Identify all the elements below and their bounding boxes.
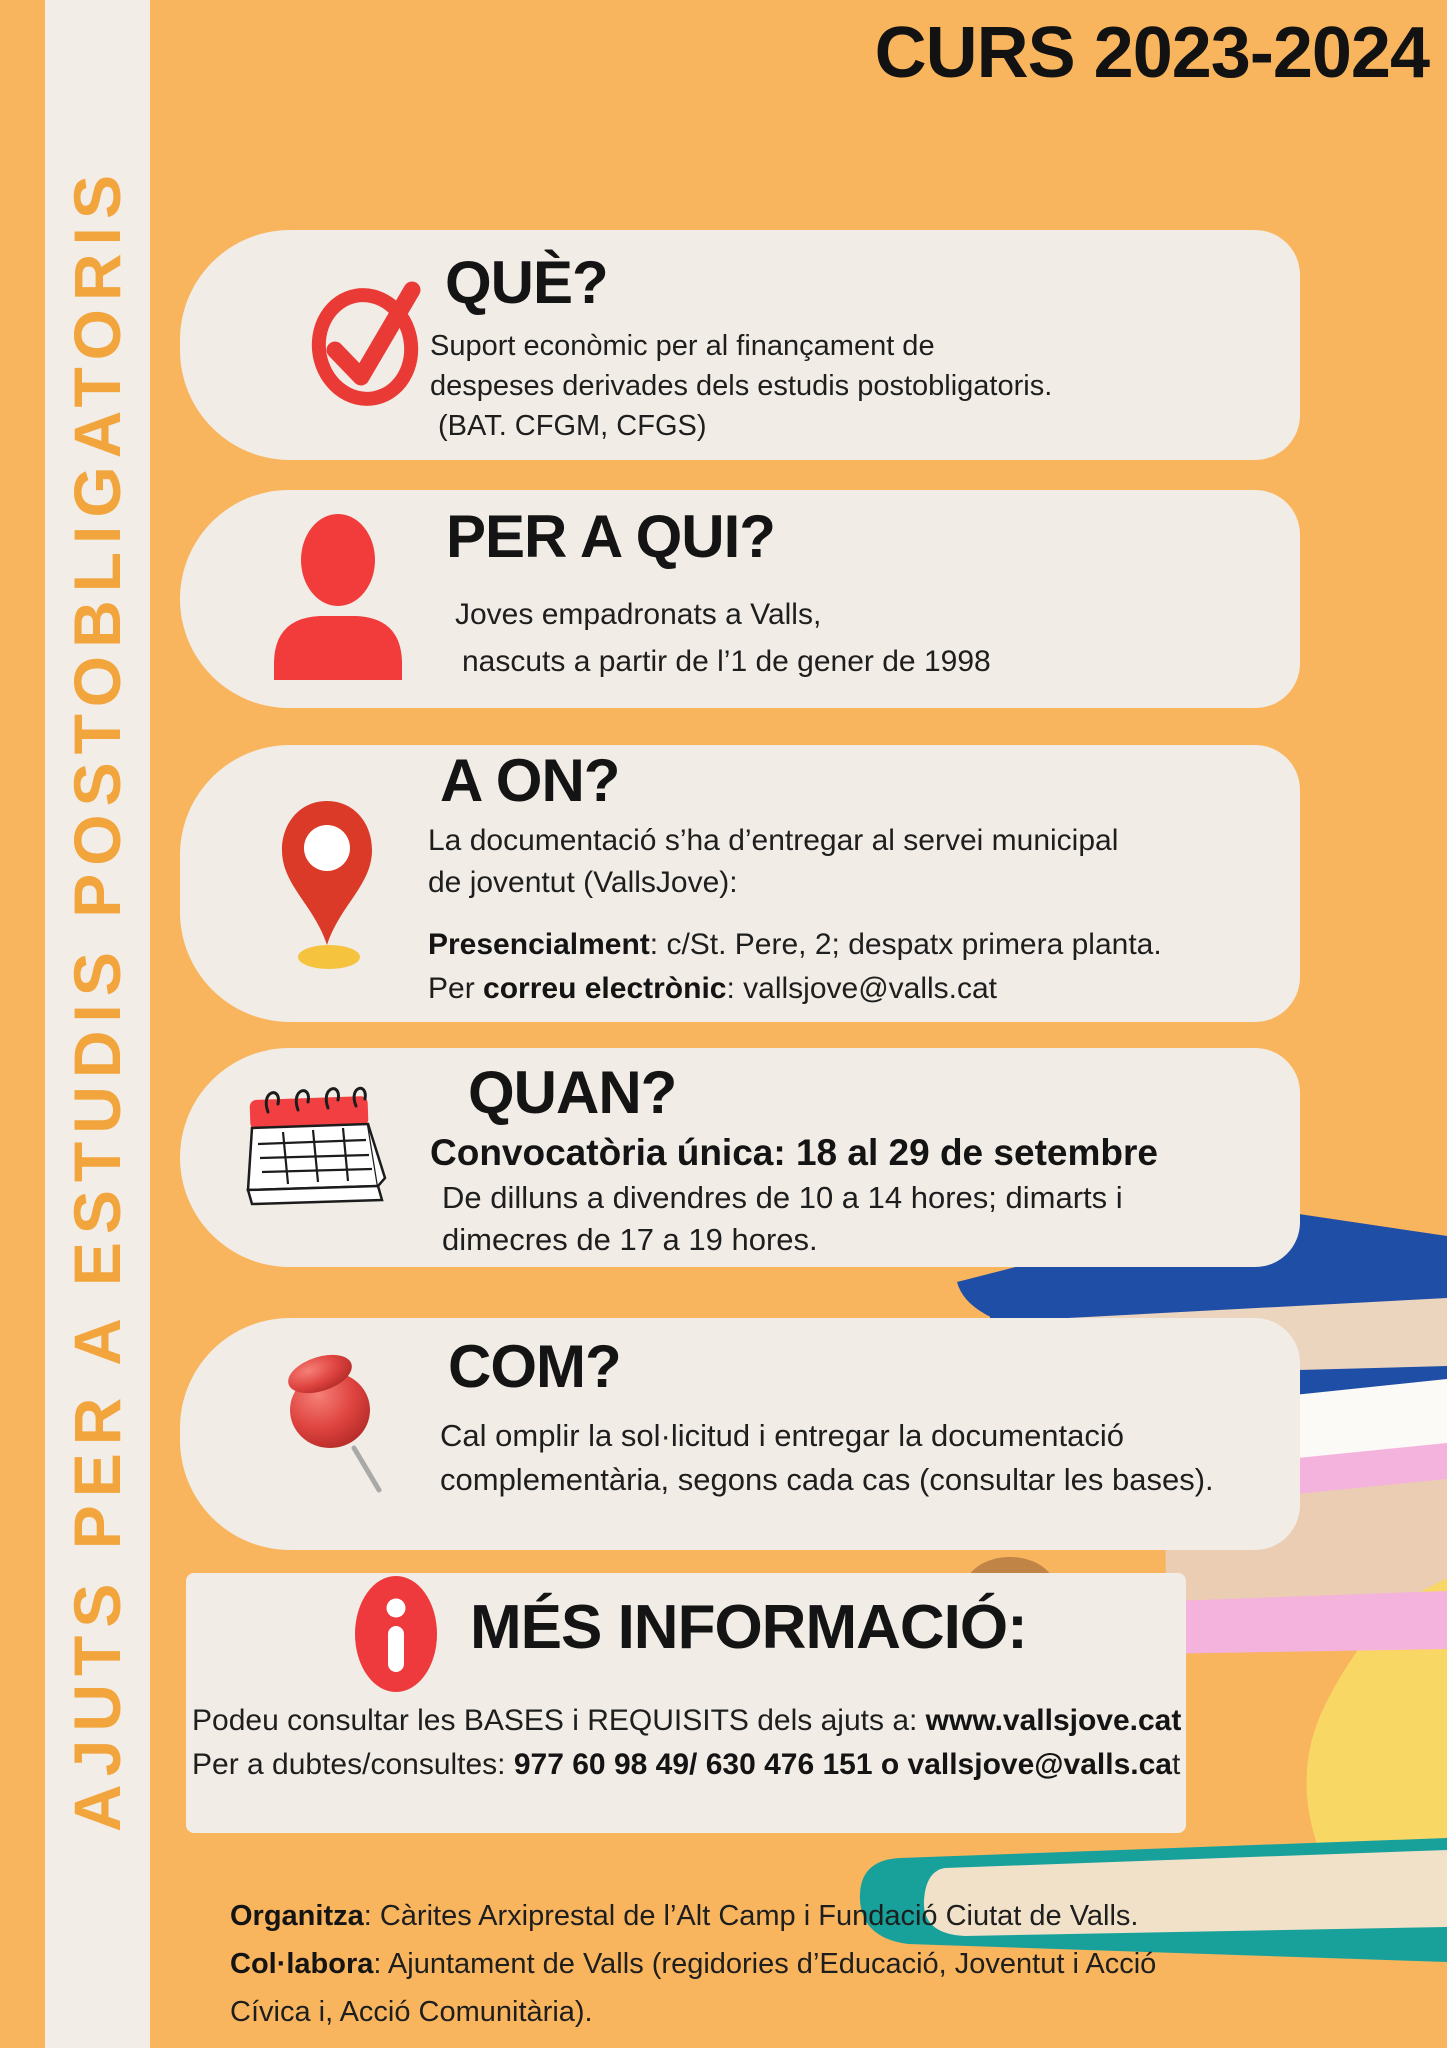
card-qui-line2: nascuts a partir de l’1 de gener de 1998: [462, 645, 991, 678]
card-com-heading: COM?: [448, 1333, 621, 1400]
mes-info-heading: MÉS INFORMACIÓ:: [470, 1593, 1027, 1662]
organitza-label: Organitza: [230, 1900, 364, 1932]
collabora-label: Col·labora: [230, 1948, 374, 1980]
info-line1-pre: Podeu consultar les BASES i REQUISITS dels ajuts a:: [192, 1704, 926, 1737]
sidebar-vertical-title: AJUTS PER A ESTUDIS POSTOBLIGATORIS: [60, 167, 134, 1832]
card-qui-heading: PER A QUI?: [446, 503, 775, 570]
person-icon: [262, 512, 412, 682]
card-que-line1: Suport econòmic per al finançament de: [430, 330, 935, 362]
pushpin-icon: [282, 1348, 402, 1498]
card-aon-line2: de joventut (VallsJove):: [428, 866, 738, 899]
info-line1-url: www.vallsjove.cat: [925, 1704, 1182, 1737]
card-que-heading: QUÈ?: [445, 249, 608, 316]
info-line2-contacts: 977 60 98 49/ 630 476 151 o vallsjove@valls.ca: [513, 1748, 1172, 1781]
mes-info-line1: [192, 1704, 1181, 1738]
card-que-line3: (BAT. CFGM, CFGS): [438, 410, 707, 442]
collabora-text: : Ajuntament de Valls (regidories d’Educació, Joventut i Acció: [373, 1948, 1157, 1980]
footer-collabora: [230, 1948, 1156, 1981]
card-com-line1: Cal omplir la sol·licitud i entregar la documentació: [440, 1418, 1125, 1453]
info-icon: [350, 1574, 442, 1694]
card-quan-heading: QUAN?: [468, 1059, 677, 1126]
footer-organitza: [230, 1900, 1138, 1933]
page-title: CURS 2023-2024: [874, 13, 1429, 93]
info-line2-end: t: [1171, 1748, 1181, 1781]
map-pin-icon: [272, 793, 382, 973]
card-aon-line4: [428, 972, 997, 1006]
presencialment-rest: : c/St. Pere, 2; despatx primera planta.: [649, 928, 1162, 961]
check-circle-icon: [295, 262, 445, 412]
card-com-line2: complementària, segons cada cas (consultar les bases).: [440, 1462, 1214, 1497]
card-quan-line3: dimecres de 17 a 19 hores.: [442, 1222, 818, 1257]
card-aon-heading: A ON?: [440, 747, 620, 814]
card-aon-line3: [428, 928, 1162, 962]
card-qui-line1: Joves empadronats a Valls,: [455, 598, 822, 631]
card-aon-line1: La documentació s’ha d’entregar al servei municipal: [428, 824, 1119, 857]
card-quan-line2: De dilluns a divendres de 10 a 14 hores; dimarts i: [442, 1180, 1123, 1215]
card-que-line2: despeses derivades dels estudis postobligatoris.: [430, 370, 1053, 402]
organitza-text: : Càrites Arxiprestal de l’Alt Camp i Fundació Ciutat de Valls.: [363, 1900, 1139, 1932]
mes-info-line2: [192, 1748, 1180, 1782]
footer-line3: Cívica i, Acció Comunitària).: [230, 1996, 593, 2028]
calendar-icon: [238, 1082, 403, 1222]
correu-rest: : vallsjove@valls.cat: [726, 972, 998, 1005]
info-line2-pre: Per a dubtes/consultes:: [192, 1748, 514, 1781]
presencialment-bold: Presencialment: [428, 928, 650, 961]
correu-bold: correu electrònic: [483, 972, 727, 1005]
correu-pre: Per: [428, 972, 484, 1005]
card-quan-line1: Convocatòria única: 18 al 29 de setembre: [430, 1132, 1158, 1173]
